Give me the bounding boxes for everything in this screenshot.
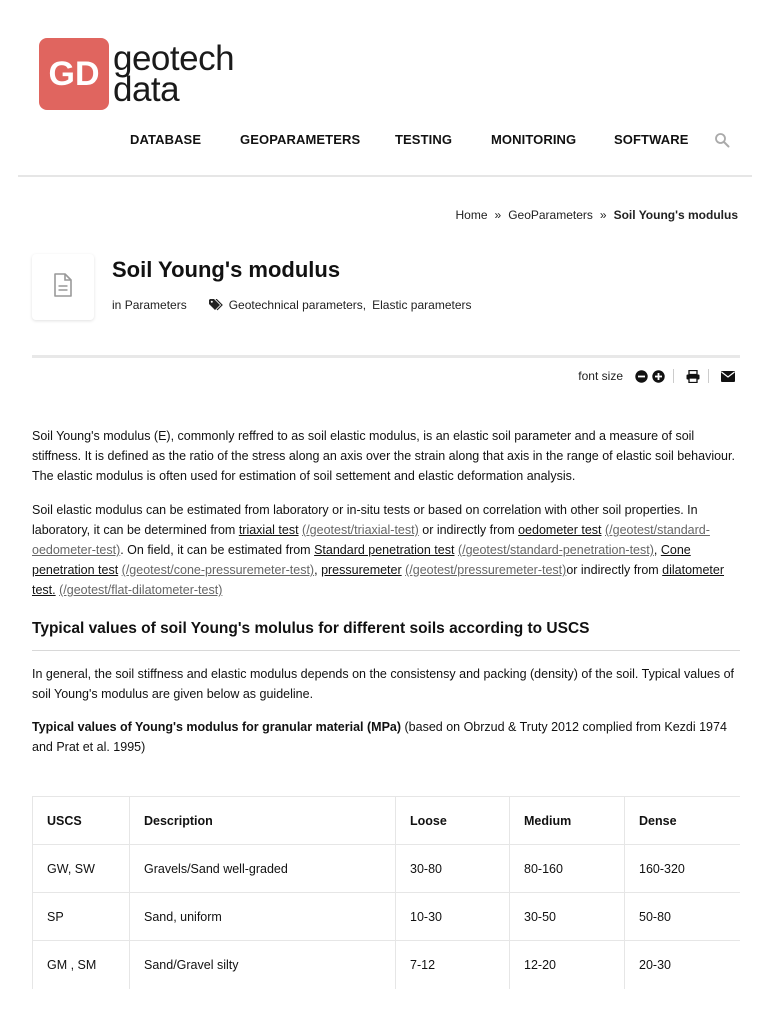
article-meta: [112, 298, 472, 312]
table-cell: 30-80: [396, 845, 510, 893]
table-cell: 7-12: [396, 941, 510, 989]
table-header-loose: Loose: [396, 797, 510, 845]
email-icon[interactable]: [721, 371, 735, 382]
breadcrumb-separator: »: [494, 208, 502, 222]
intro-paragraph: Soil Young's modulus (E), commonly reffred to as soil elastic modulus, is an elastic soil parameter and a measure of soil stiffness. It is defined as the ratio of the stress along an axis over the strain along that axis in the range of elastic soil behaviour. The elastic modulus is often used for estimation of soil settement and elastic deformation analysis.: [32, 429, 735, 483]
cpt-link[interactable]: Cone penetration test: [32, 543, 691, 577]
table-header-dense: Dense: [625, 797, 741, 845]
table-caption-source: (based on Obrzud & Truty 2012 complied from Kezdi 1974 and Prat et al. 1995): [32, 720, 727, 754]
logo-text-line1: geotech: [113, 39, 235, 78]
category-link[interactable]: Parameters: [124, 298, 187, 312]
print-icon[interactable]: [686, 370, 700, 383]
table-cell: GM , SM: [33, 941, 130, 989]
breadcrumb-section[interactable]: GeoParameters: [508, 208, 593, 222]
page-title: Soil Young's modulus: [112, 257, 341, 282]
tag-icon: [209, 299, 223, 311]
document-icon: [53, 273, 73, 302]
logo-mark: GD: [39, 38, 109, 110]
search-icon[interactable]: [714, 132, 730, 148]
oedometer-test-link[interactable]: oedometer test: [518, 523, 602, 537]
logo-text-line2: data: [113, 70, 180, 109]
youngs-modulus-table: [32, 796, 740, 989]
tag-elastic-parameters[interactable]: Elastic parameters: [372, 298, 472, 312]
font-increase-icon[interactable]: [652, 370, 665, 383]
pressuremeter-url[interactable]: (/geotest/pressuremeter-test): [405, 563, 567, 577]
table-cell: 12-20: [510, 941, 625, 989]
breadcrumb: [455, 208, 738, 222]
nav-item-monitoring[interactable]: MONITORING: [491, 132, 577, 147]
text-span: ,: [653, 543, 661, 557]
spt-url[interactable]: (/geotest/standard-penetration-test): [457, 543, 654, 557]
guideline-paragraph: In general, the soil stiffness and elastic modulus depends on the consistensy and packing (density) of the soil. Typical values of soil Young's modulus are given below as guideline.: [32, 667, 735, 701]
pressuremeter-link[interactable]: pressuremeter: [321, 563, 402, 577]
section-heading: Typical values of soil Young's molulus for different soils according to USCS: [32, 620, 590, 637]
text-span: or indirectly from: [418, 523, 519, 537]
text-span: . On field, it can be estimated from: [120, 543, 315, 557]
category-prefix: in: [112, 298, 122, 312]
spt-link[interactable]: Standard penetration test: [314, 543, 455, 557]
article-divider: [32, 355, 740, 358]
table-row: [33, 893, 741, 941]
table-row: [33, 845, 741, 893]
triaxial-test-link[interactable]: triaxial test: [238, 523, 299, 537]
table-cell: Sand/Gravel silty: [130, 941, 396, 989]
methods-paragraph: [32, 500, 740, 600]
table-header-medium: Medium: [510, 797, 625, 845]
tools-divider: [673, 369, 674, 383]
table-cell: Gravels/Sand well-graded: [130, 845, 396, 893]
table-cell: GW, SW: [33, 845, 130, 893]
oedometer-test-url[interactable]: (/geotest/standard-oedometer-test): [32, 523, 710, 557]
table-cell: 160-320: [625, 845, 741, 893]
logo-text: [113, 39, 235, 109]
breadcrumb-home[interactable]: Home: [455, 208, 488, 222]
nav-item-geoparameters[interactable]: GEOPARAMETERS: [240, 132, 361, 147]
table-cell: 80-160: [510, 845, 625, 893]
dilatometer-link[interactable]: dilatometer test.: [32, 563, 725, 597]
nav-item-database[interactable]: DATABASE: [130, 132, 202, 147]
table-cell: 20-30: [625, 941, 741, 989]
table-header-row: [33, 797, 741, 845]
site-logo[interactable]: [39, 38, 234, 110]
table-cell: Sand, uniform: [130, 893, 396, 941]
table-caption: [32, 717, 740, 757]
table-cell: 30-50: [510, 893, 625, 941]
nav-item-testing[interactable]: TESTING: [395, 132, 453, 147]
text-span: or indirectly from: [566, 563, 663, 577]
table-row: [33, 941, 741, 989]
table-cell: SP: [33, 893, 130, 941]
table-header-description: Description: [130, 797, 396, 845]
table-cell: 50-80: [625, 893, 741, 941]
table-cell: 10-30: [396, 893, 510, 941]
breadcrumb-separator: »: [599, 208, 607, 222]
text-span: ,: [314, 563, 322, 577]
section-divider: [32, 650, 740, 651]
table-caption-bold: Typical values of Young's modulus for granular material (MPa): [32, 720, 402, 734]
tools-divider: [708, 369, 709, 383]
article-tools: [578, 369, 735, 383]
font-size-label: font size: [578, 369, 623, 383]
tag-geotechnical-parameters[interactable]: Geotechnical parameters,: [228, 298, 367, 312]
dilatometer-url[interactable]: (/geotest/flat-dilatometer-test): [59, 583, 223, 597]
triaxial-test-url[interactable]: (/geotest/triaxial-test): [302, 523, 419, 537]
main-nav: [0, 132, 768, 148]
header-divider: [18, 175, 752, 177]
cpt-url[interactable]: (/geotest/cone-pressuremeter-test): [121, 563, 315, 577]
nav-item-software[interactable]: SOFTWARE: [614, 132, 689, 147]
text-span: Soil elastic modulus can be estimated from laboratory or in-situ tests or based on correlation with other soil properties. In laboratory, it can be determined from: [32, 503, 698, 537]
breadcrumb-current: Soil Young's modulus: [613, 208, 738, 222]
article-type-badge: [32, 254, 94, 320]
table-header-uscs: USCS: [33, 797, 130, 845]
font-decrease-icon[interactable]: [635, 370, 648, 383]
